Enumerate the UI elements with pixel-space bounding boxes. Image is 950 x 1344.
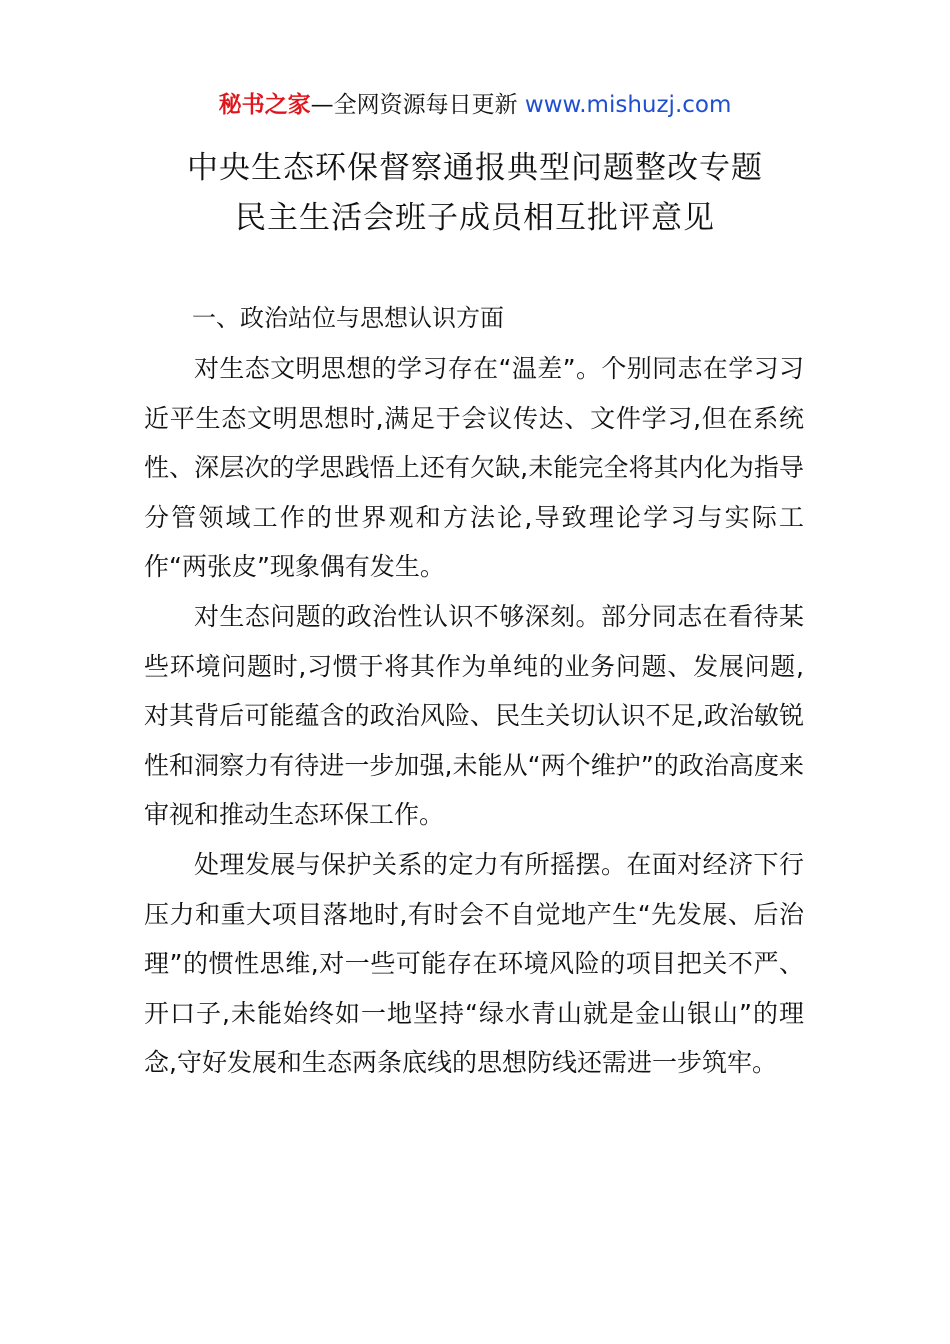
body-paragraph: 处理发展与保护关系的定力有所摇摆。在面对经济下行压力和重大项目落地时,有时会不自觉地产生“先发展、后治理”的惯性思维,对一些可能存在环境风险的项目把关不严、开口子,未能始终如一地坚持“绿水青山就是金山银山”的理念,守好发展和生态两条底线的思想防线还需进一步筑牢。 [144, 850, 804, 1078]
brand-name: 秘书之家 [218, 92, 311, 118]
body-paragraph: 对生态问题的政治性认识不够深刻。部分同志在看待某些环境问题时,习惯于将其作为单纯的业务问题、发展问题,对其背后可能蕴含的政治风险、民生关切认识不足,政治敏锐性和洞察力有待进一步加强,未能从“两个维护”的政治高度来审视和推动生态环保工作。 [144, 602, 804, 830]
section-heading: 一、政治站位与思想认识方面 [192, 304, 504, 332]
site-header [0, 88, 950, 122]
body-paragraph: 对生态文明思想的学习存在“温差”。个别同志在学习习近平生态文明思想时,满足于会议传达、文件学习,但在系统性、深层次的学思践悟上还有欠缺,未能完全将其内化为指导分管领域工作的世界观和方法论,导致理论学习与实际工作“两张皮”现象偶有发生。 [144, 354, 804, 582]
header-tagline: —全网资源每日更新 [310, 92, 525, 118]
document-title-line-1: 中央生态环保督察通报典型问题整改专题 [187, 150, 763, 186]
site-url-link[interactable]: www.mishuzj.com [524, 92, 732, 118]
document-title-line-2: 民主生活会班子成员相互批评意见 [235, 200, 715, 236]
